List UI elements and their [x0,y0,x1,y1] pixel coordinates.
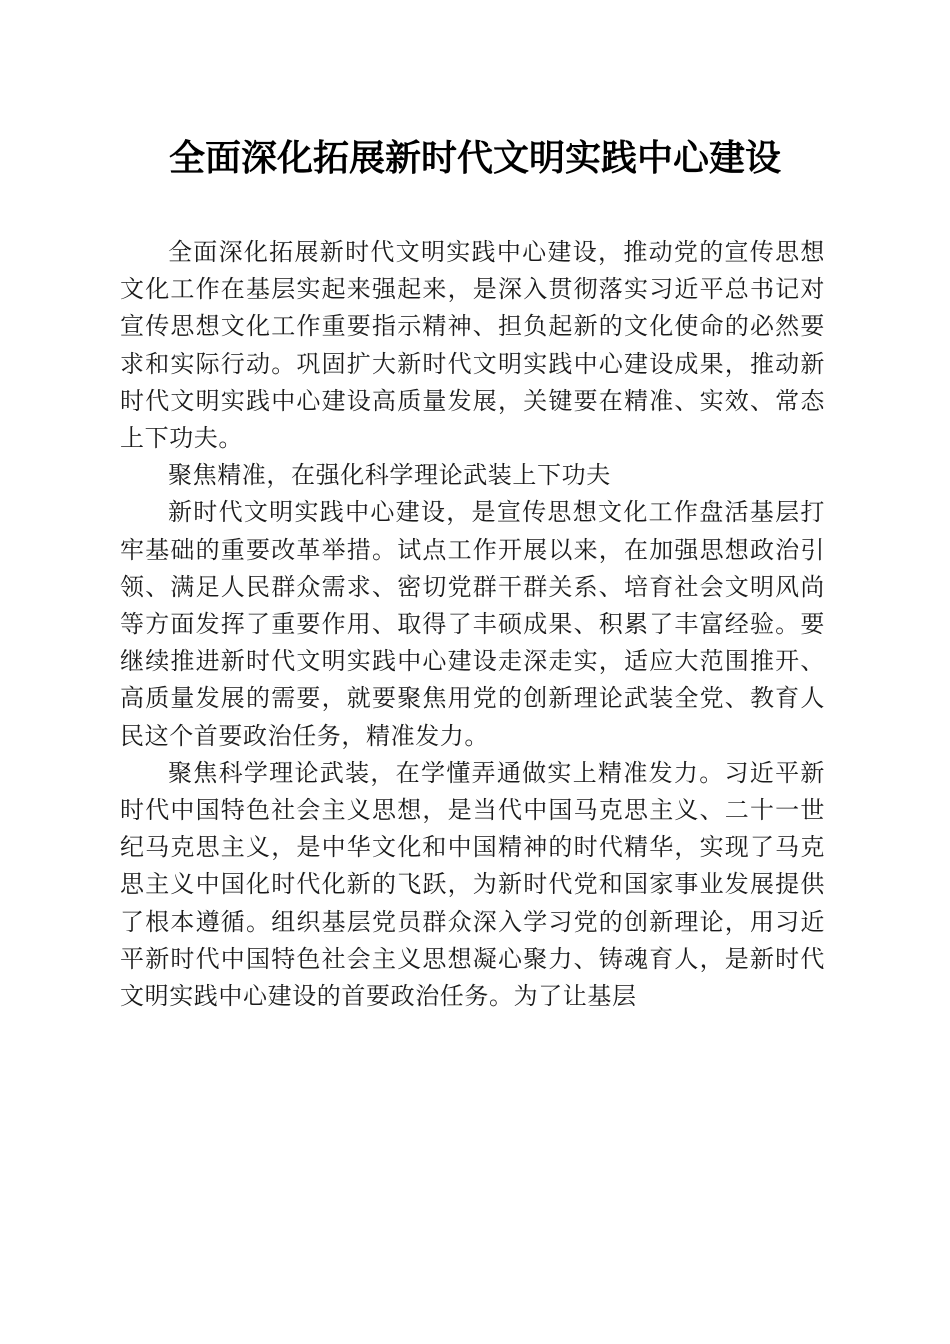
document-title: 全面深化拓展新时代文明实践中心建设 [168,137,781,179]
document-body [120,234,825,1015]
paragraph-intro: 全面深化拓展新时代文明实践中心建设，推动党的宣传思想文化工作在基层实起来强起来，是深入贯彻落实习近平总书记对宣传思想文化工作重要指示精神、担负起新的文化使命的必然要求和实际行动。巩固扩大新时代文明实践中心建设成果，推动新时代文明实践中心建设高质量发展，关键要在精准、实效、常态上下功夫。 [120,238,825,453]
section-heading: 聚焦精准，在强化科学理论武装上下功夫 [168,461,611,490]
paragraph-context: 新时代文明实践中心建设，是宣传思想文化工作盘活基层打牢基础的重要改革举措。试点工作开展以来，在加强思想政治引领、满足人民群众需求、密切党群干群关系、培育社会文明风尚等方面发挥了重要作用、取得了丰硕成果、积累了丰富经验。要继续推进新时代文明实践中心建设走深走实，适应大范围推开、高质量发展的需要，就要聚焦用党的创新理论武装全党、教育人民这个首要政治任务，精准发力。 [120,498,825,750]
paragraph-theory: 聚焦科学理论武装，在学懂弄通做实上精准发力。习近平新时代中国特色社会主义思想，是当代中国马克思主义、二十一世纪马克思主义，是中华文化和中国精神的时代精华，实现了马克思主义中国化时代化新的飞跃，为新时代党和国家事业发展提供了根本遵循。组织基层党员群众深入学习党的创新理论，用习近平新时代中国特色社会主义思想凝心聚力、铸魂育人，是新时代文明实践中心建设的首要政治任务。为了让基层 [120,758,825,1011]
